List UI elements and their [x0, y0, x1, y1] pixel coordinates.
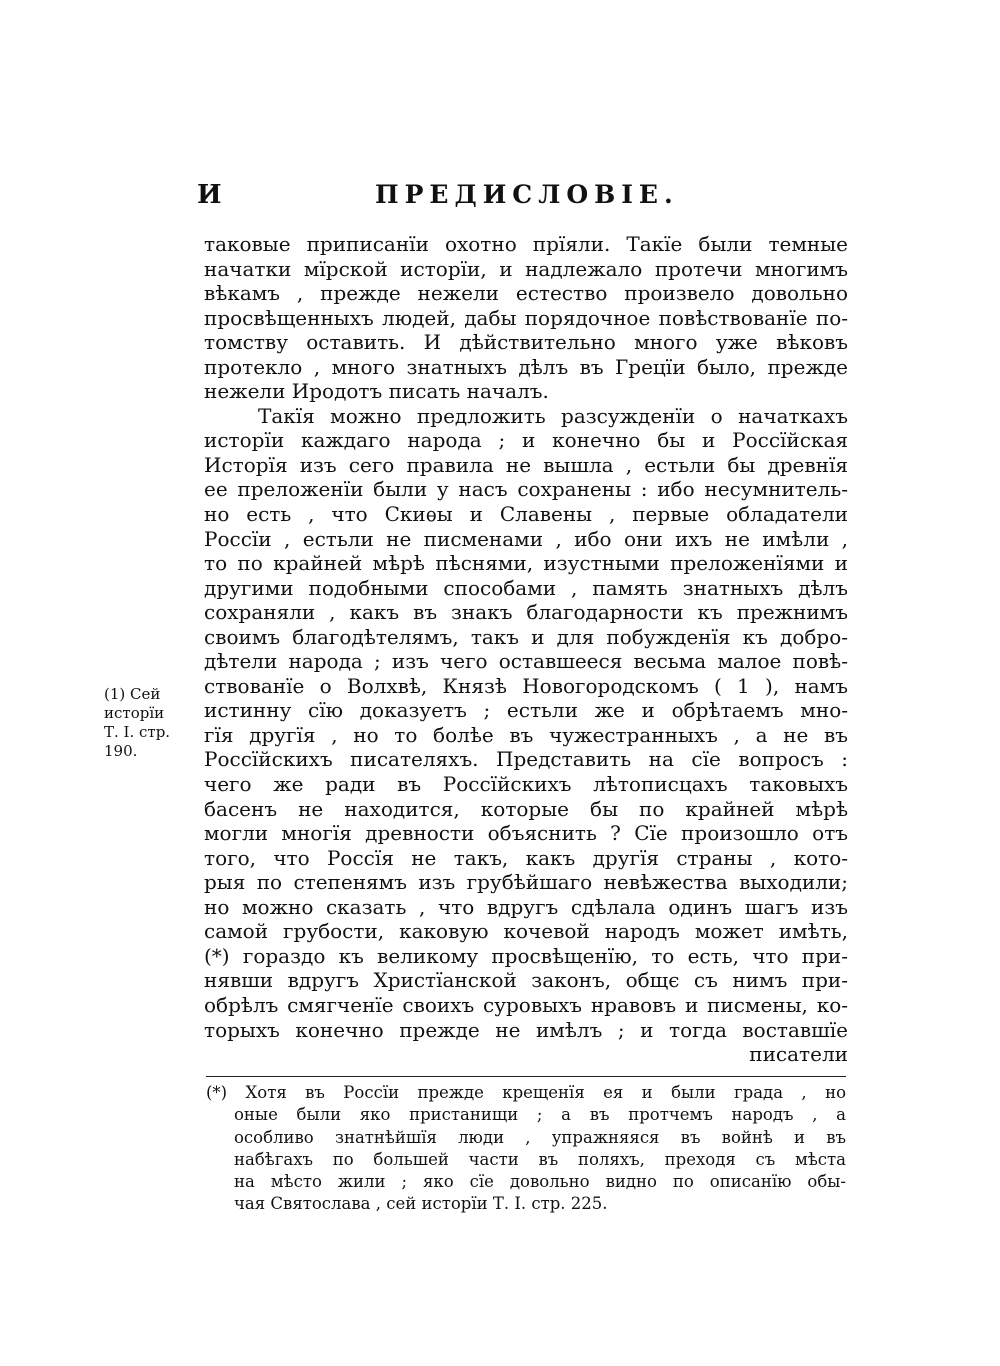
- text-line: но есть , что Скиѳы и Славены , первые обладатели: [204, 502, 848, 527]
- text-line: самой грубости, каковую кочевой народъ может имѣть,: [204, 919, 848, 944]
- text-line: чего же ради въ Россїйскихъ лѣтописцахъ таковыхъ: [204, 772, 848, 797]
- text-line: вѣкамъ , прежде нежели естество произвело довольно: [204, 281, 848, 306]
- footnote-line: (*) Хотя въ Россїи прежде крещенїя ея и были града , но: [206, 1083, 846, 1102]
- text-line: нежели Иродотъ писать началъ.: [204, 379, 549, 404]
- text-line: ствованїе о Волхвѣ, Князѣ Новогородскомъ ( 1 ), намъ: [204, 673, 848, 698]
- footnote-line: набѣгахъ по большей части въ поляхъ, преходя съ мѣста: [234, 1149, 846, 1169]
- text-line: другими подобными способами , память знатныхъ дѣлъ: [204, 575, 848, 600]
- text-line: рыя по степенямъ изъ грубѣйшаго невѣжества выходили;: [204, 870, 848, 895]
- text-line: сохраняли , какъ въ знакъ благодарности къ прежнимъ: [204, 600, 848, 625]
- footnote: [206, 1082, 846, 1216]
- text-line: могли многїя древности объяснить ? Сїе произошло отъ: [204, 821, 848, 846]
- footnote-line: чая Святослава , сей исторїи Т. I. стр. 225.: [234, 1194, 608, 1214]
- running-head: ПРЕДИСЛОВІЕ.: [375, 180, 679, 209]
- text-line: гїя другїя , но то болѣе въ чужестранныхъ , а не въ: [204, 722, 848, 747]
- text-line: то по крайней мѣрѣ пѣснями, изустными преложенїями и: [204, 551, 848, 576]
- margin-note-line: (1) Сей: [104, 685, 161, 703]
- footnote-line: оные были яко пристанищи ; а въ протчемъ народъ , а: [234, 1105, 846, 1125]
- text-line: того, что Россїя не такъ, какъ другїя страны , кото-: [204, 845, 848, 870]
- text-line: ее преложенїи были у насъ сохранены : ибо несумнитель-: [204, 477, 848, 502]
- margin-note-line: исторїи: [104, 704, 165, 722]
- catchword: писатели: [749, 1042, 848, 1067]
- page-number: И: [197, 180, 222, 210]
- text-line: Россїйскихъ писателяхъ. Представить на сїе вопросъ :: [204, 747, 848, 772]
- text-line: начатки мїрской исторїи, и надлежало протечи многимъ: [204, 256, 848, 281]
- text-line: басенъ не находится, которые бы по крайней мѣрѣ: [204, 796, 848, 821]
- body-text: [204, 232, 848, 1067]
- text-line: нявши вдругъ Христїанской законъ, общє съ нимъ при-: [204, 968, 848, 993]
- text-line: но можно сказать , что вдругъ сдѣлала одинъ шагъ изъ: [204, 894, 848, 919]
- footnote-line: на мѣсто жили ; яко сїе довольно видно по описанїю обы-: [234, 1172, 846, 1192]
- margin-note-line: Т. I. стр.: [104, 723, 171, 741]
- text-line: (*) гораздо къ великому просвѣщенїю, то есть, что при-: [204, 943, 848, 968]
- margin-note: [104, 685, 199, 761]
- text-line: дѣтели народа ; изъ чего оставшееся весьма малое повѣ-: [204, 649, 848, 674]
- text-line: торыхъ конечно прежде не имѣлъ ; и тогда воставшїе: [204, 1017, 848, 1042]
- text-line: истинну сїю доказуетъ ; естьли же и обрѣтаемъ мно-: [204, 698, 848, 723]
- text-line: протекло , много знатныхъ дѣлъ въ Грецїи было, прежде: [204, 354, 848, 379]
- text-line: обрѣлъ смягченїе своихъ суровыхъ нравовъ и писмены, ко-: [204, 992, 848, 1017]
- text-line: Исторїя изъ сего правила не вышла , естьли бы древнїя: [204, 452, 848, 477]
- text-line: таковые приписанїи охотно прїяли. Такїе были темные: [204, 232, 848, 256]
- footnote-line: особливо знатнѣйшїя люди , упражняяся въ войнѣ и въ: [234, 1127, 846, 1147]
- footnote-divider: [206, 1076, 846, 1077]
- text-line: Россїи , естьли не писменами , ибо они ихъ не имѣли ,: [204, 526, 848, 551]
- text-line: своимъ благодѣтелямъ, такъ и для побужденїя къ добро-: [204, 624, 848, 649]
- text-line: просвѣщенныхъ людей, дабы порядочное повѣствованїе по-: [204, 305, 848, 330]
- text-line: Такїя можно предложить разсужденїи о начаткахъ: [258, 403, 848, 428]
- text-line: томству оставить. И дѣйствительно много уже вѣковъ: [204, 330, 848, 355]
- text-line: исторїи каждаго народа ; и конечно бы и Россїйская: [204, 428, 848, 453]
- margin-note-line: 190.: [104, 742, 138, 760]
